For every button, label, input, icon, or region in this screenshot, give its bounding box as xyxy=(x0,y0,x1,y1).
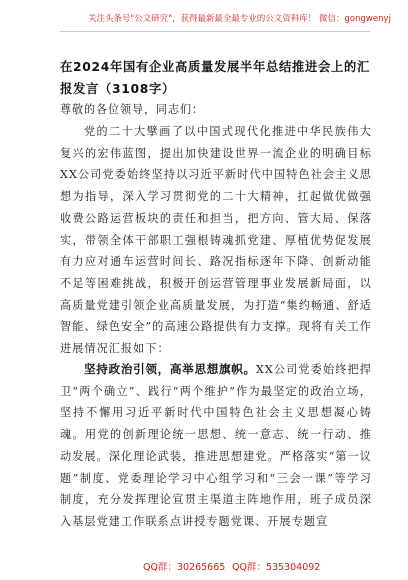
paragraph-body: XX公司党委始终把捍卫“两个确立”、践行“两个维护”作为最坚定的政治立场，坚持不懈用习近平新时代中国特色社会主义思想凝心铸魂。用党的创新理论统一思想、统一意志、统一行动、推动发展。深化理论武装，推进思想建党。严格落实“第一议题”制度、党委理论学习中心组学习和“三会一课”等学习制度，充分发挥理论宣贯主渠道主阵地作用，班子成员深入基层党建工作联系点讲授专题党课、开展专题宣 xyxy=(60,363,373,528)
footer xyxy=(0,561,408,575)
paragraph-political-leadership xyxy=(60,359,372,533)
paragraph-intro: 党的二十大擘画了以中国式现代化推进中华民族伟大复兴的宏伟蓝图，提出加快建设世界一流企业的明确目标XX公司党委始终坚持以习近平新时代中国特色社会主义思想为指导，深入学习贯彻党的二十大精神，扛起做优做强收费公路运营板块的责任和担当，把方向、管大局、保落实，带领全体干部职工强根铸魂抓党建、厚植优势促发展有力应对通车运营时间长、路况指标逐年下降、创新动能不足等困难挑战，积极开创运营管理事业发展新局面，以高质量党建引领企业高质量发展，为打造“集约畅通、舒适智能、绿色安全”的高速公路提供有力支撑。现将有关工作进展情况汇报如下： xyxy=(60,125,372,356)
paragraph-heading: 坚持政治引领，高举思想旗帜。 xyxy=(84,362,256,376)
header-banner: 关注头条号"公文研究"，获得最新最全最专业的公文资料库！ 微信：gongwenyj xyxy=(88,13,391,23)
greeting: 尊敬的各位领导，同志们： xyxy=(60,103,204,116)
document-title: 在2024年国有企业高质量发展半年总结推进会上的汇报发言（3108字） xyxy=(60,60,370,96)
footer-qq-group-2: QQ群：535304092 xyxy=(232,562,321,573)
header-divider xyxy=(60,31,370,32)
footer-qq-group-1: QQ群：30265665 xyxy=(143,562,226,573)
